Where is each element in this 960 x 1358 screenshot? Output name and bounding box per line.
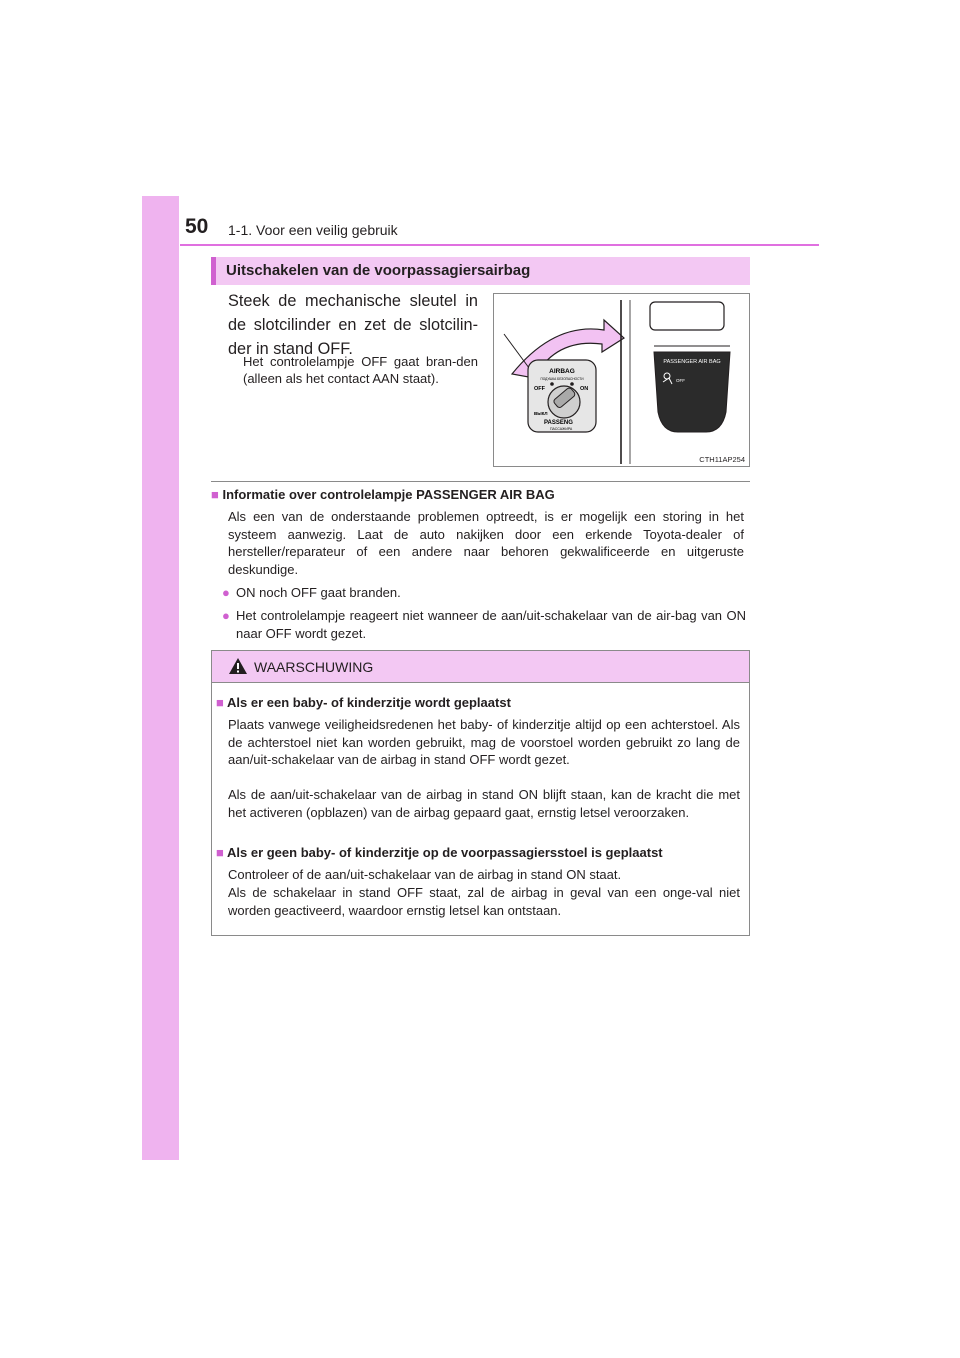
chapter-sidebar [142,196,179,1160]
section-accent [211,257,216,285]
warning-label: WAARSCHUWING [254,659,374,675]
section-heading [211,257,750,285]
section-divider [211,481,750,482]
warning-triangle-icon [228,657,248,675]
switch-label-ru-top: ПОДУШКА БЕЗОПАСНОСТИ [540,377,584,381]
page-number: 50 [185,215,209,238]
bullet-text: ON noch OFF gaat branden. [236,585,401,600]
switch-label-ru-bottom: ПАССАЖИРА [550,427,573,431]
figure-code: CTH11AP254 [699,455,745,464]
bullet-icon: ● [222,608,230,623]
warning-subheading: ■ Als er geen baby- of kinderzitje op de voorpassagiersstoel is geplaatst [216,845,663,860]
airbag-switch-figure [493,293,750,467]
section-title: Uitschakelen van de voorpassagiersairbag [226,262,531,279]
warning-paragraph: Plaats vanwege veiligheidsredenen het baby- of kinderzitje altijd op een achterstoel. Als de achterstoel niet kan worden gebruikt, mag de voorstoel worden gebruikt zo lang de aan/uit-schakelaar van de airbag in stand OFF wordt gezet. [228,717,740,767]
switch-label-passenger: PASSENG [544,420,573,426]
switch-label-off: OFF [534,386,545,392]
list-item [222,607,746,642]
bullet-text: Het controlelampje reageert niet wanneer de aan/uit-schakelaar van de air-bag van ON naar OFF wordt gezet. [236,608,746,641]
switch-label-airbag: AIRBAG [549,368,575,375]
switch-label-ru-off: ВЫКЛ [534,411,548,416]
warning-subheading-text: Als er geen baby- of kinderzitje op de voorpassagiersstoel is geplaatst [227,845,663,860]
info-title-text: Informatie over controlelampje PASSENGER AIR BAG [222,487,555,502]
info-heading: ■ Informatie over controlelampje PASSENGER AIR BAG [211,487,555,502]
chapter-title: 1-1. Voor een veilig gebruik [228,222,398,238]
warning-paragraph: Als de aan/uit-schakelaar van de airbag in stand ON blijft staan, kan de kracht die met het activeren (opblazen) van de airbag gepaard gaat, ernstig letsel veroorzaken. [228,787,740,820]
list-item [222,584,746,602]
warning-subheading: ■ Als er een baby- of kinderzitje wordt geplaatst [216,695,511,710]
warning-paragraph: Als de schakelaar in stand OFF staat, zal de airbag in geval van een onge-val niet worden geactiveerd, waardoor ernstig letsel kan ontstaan. [228,885,740,918]
airbag-switch-illustration [494,294,751,468]
warning-subheading-text: Als er een baby- of kinderzitje wordt geplaatst [227,695,511,710]
warning-paragraph: Controleer of de aan/uit-schakelaar van de airbag in stand ON staat. [228,867,622,882]
indicator-off-label: OFF [676,378,685,383]
bullet-icon: ● [222,585,230,600]
warning-header [212,651,749,683]
info-body: Als een van de onderstaande problemen optreedt, is er mogelijk een storing in het systeem aanwezig. Laat de auto nakijken door een erkende Toyota-dealer of hersteller/reparateur of een andere naar behoren gekwalificeerde en uitgeruste deskundige. [228,509,744,577]
indicator-title: PASSENGER AIR BAG [663,359,721,365]
indicator-slot [650,302,724,330]
step-instruction: Steek de mechanische sleutel in de slotcilinder en zet de slotcilin-der in stand OFF. [228,292,478,358]
header-divider [180,244,819,246]
step-note: Het controlelampje OFF gaat bran-den (alleen als het contact AAN staat). [243,354,478,386]
switch-label-on: ON [580,386,589,392]
